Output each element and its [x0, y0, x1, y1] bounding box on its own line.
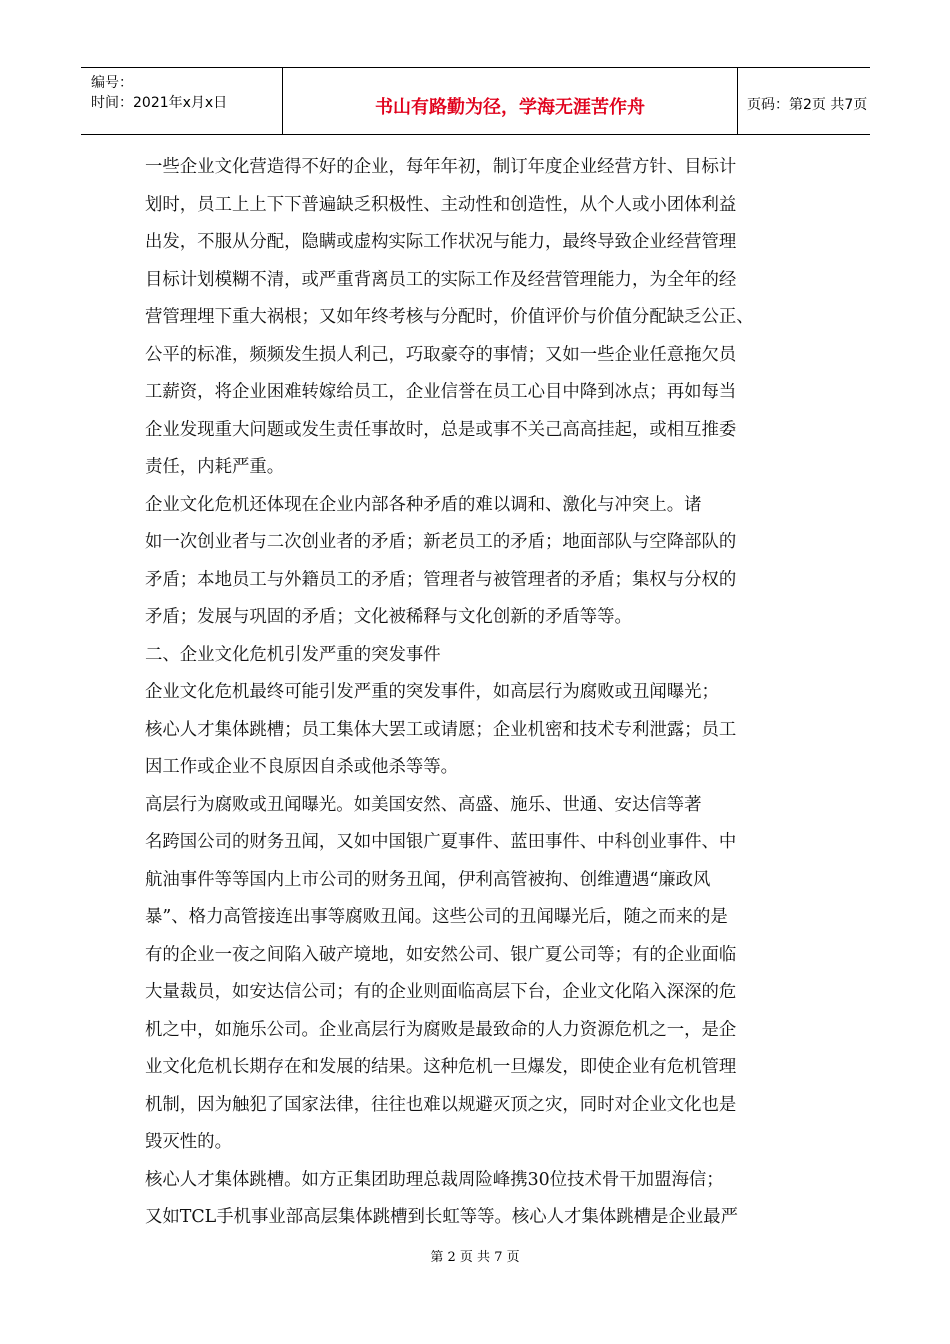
- document-number-label: 编号：: [91, 75, 133, 91]
- body-line: 企业发现重大问题或发生责任事故时，总是或事不关己高高挂起，或相互推委: [145, 419, 737, 440]
- header-page-cell: [738, 68, 870, 134]
- body-line: 矛盾；发展与巩固的矛盾；文化被稀释与文化创新的矛盾等等。: [145, 607, 632, 627]
- body-line: 机制，因为触犯了国家法律，往往也难以规避灭顶之灾，同时对企业文化也是: [145, 1094, 737, 1115]
- body-line: 如一次创业者与二次创业者的矛盾；新老员工的矛盾；地面部队与空降部队的: [145, 532, 737, 552]
- body-line: 营管理埋下重大祸根；又如年终考核与分配时，价值评价与价值分配缺乏公正、: [145, 307, 754, 327]
- body-line: 毁灭性的。: [145, 1132, 232, 1152]
- header-page-number: 页码：第2页 共7页: [747, 97, 868, 113]
- body-line: 工薪资，将企业困难转嫁给员工，企业信誉在员工心目中降到冰点；再如每当: [145, 382, 737, 402]
- body-text: [145, 149, 815, 1237]
- body-line: 航油事件等等国内上市公司的财务丑闻，伊利高管被拘、创维遭遇“廉政风: [145, 869, 711, 890]
- body-line: 核心人才集体跳槽；员工集体大罢工或请愿；企业机密和技术专利泄露；员工: [145, 719, 737, 740]
- body-line: 矛盾；本地员工与外籍员工的矛盾；管理者与被管理者的矛盾；集权与分权的: [145, 569, 737, 590]
- body-line: 一些企业文化营造得不好的企业，每年年初，制订年度企业经营方针、目标计: [145, 157, 737, 177]
- body-line: 企业文化危机还体现在企业内部各种矛盾的难以调和、激化与冲突上。诸: [145, 494, 702, 515]
- body-line: 企业文化危机最终可能引发严重的突发事件，如高层行为腐败或丑闻曝光；: [145, 682, 719, 702]
- body-line: 因工作或企业不良原因自杀或他杀等等。: [145, 757, 459, 777]
- body-line: 又如TCL手机事业部高层集体跳槽到长虹等等。核心人才集体跳槽是企业最严: [145, 1207, 738, 1227]
- body-line: 大量裁员，如安达信公司；有的企业则面临高层下台，企业文化陷入深深的危: [145, 982, 737, 1002]
- body-line: 划时，员工上上下下普遍缺乏积极性、主动性和创造性，从个人或小团体利益: [145, 194, 737, 215]
- body-line: 公平的标准，频频发生损人利己，巧取豪夺的事情；又如一些企业任意拖欠员: [145, 344, 737, 365]
- header-meta-cell: [81, 68, 283, 134]
- body-line: 目标计划模糊不清，或严重背离员工的实际工作及经营管理能力，为全年的经: [145, 269, 737, 290]
- section-heading: 二、企业文化危机引发严重的突发事件: [145, 644, 441, 665]
- header-table: [81, 67, 870, 135]
- document-time-label: 时间：2021年x月x日: [91, 95, 228, 111]
- page-footer: 第 2 页 共 7 页: [430, 1250, 520, 1265]
- body-line: 名跨国公司的财务丑闻，又如中国银广夏事件、蓝田事件、中科创业事件、中: [145, 832, 737, 852]
- body-line: 核心人才集体跳槽。如方正集团助理总裁周险峰携30位技术骨干加盟海信；: [145, 1169, 724, 1190]
- body-line: 业文化危机长期存在和发展的结果。这种危机一旦爆发，即使企业有危机管理: [145, 1057, 737, 1077]
- header-motto: 书山有路勤为径，学海无涯苦作舟: [375, 97, 645, 118]
- body-line: 责任，内耗严重。: [145, 457, 285, 477]
- body-line: 出发，不服从分配，隐瞒或虚构实际工作状况与能力，最终导致企业经营管理: [145, 232, 737, 252]
- body-line: 机之中，如施乐公司。企业高层行为腐败是最致命的人力资源危机之一，是企: [145, 1019, 737, 1040]
- body-line: 高层行为腐败或丑闻曝光。如美国安然、高盛、施乐、世通、安达信等著: [145, 794, 702, 815]
- body-line: 暴”、格力高管接连出事等腐败丑闻。这些公司的丑闻曝光后，随之而来的是: [145, 907, 728, 927]
- header-motto-cell: [283, 68, 738, 134]
- body-line: 有的企业一夜之间陷入破产境地，如安然公司、银广夏公司等；有的企业面临: [145, 944, 737, 965]
